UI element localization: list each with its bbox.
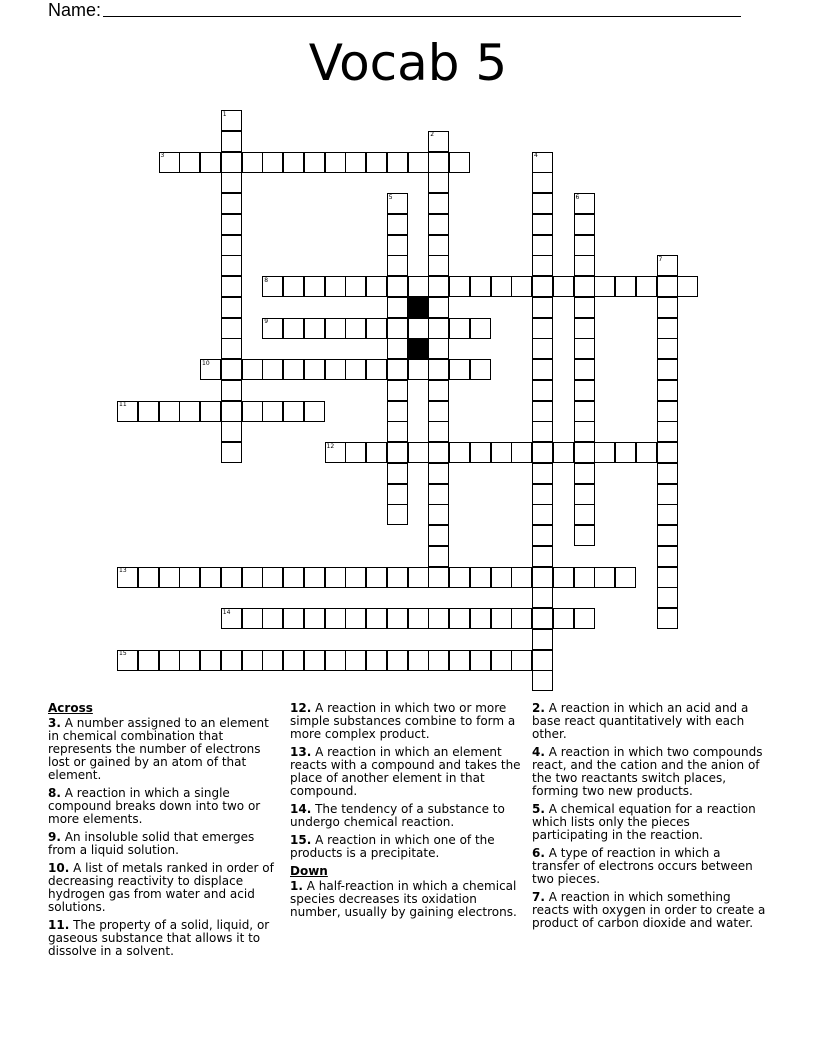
grid-cell[interactable] (532, 484, 553, 505)
grid-cell[interactable] (532, 525, 553, 546)
grid-cell[interactable] (532, 401, 553, 422)
grid-cell[interactable] (221, 442, 242, 463)
grid-cell[interactable] (657, 587, 678, 608)
grid-cell[interactable] (387, 255, 408, 276)
clue-down-4: 4. A reaction in which two compounds react, and the cation and the anion of the two reactants switch places, forming two new products. (532, 745, 763, 798)
grid-cell[interactable] (366, 359, 387, 380)
grid-cell[interactable] (221, 193, 242, 214)
grid-cell[interactable] (428, 297, 449, 318)
page-title: Vocab 5 (308, 34, 508, 92)
across-heading: Across (48, 701, 93, 715)
grid-cell[interactable] (594, 567, 615, 588)
clue-across-13: 13. A reaction in which an element reacts with a compound and takes the place of another element in that compound. (290, 745, 521, 798)
grid-cell[interactable] (574, 442, 595, 463)
grid-cell[interactable] (491, 442, 512, 463)
grid-cell[interactable] (366, 650, 387, 671)
grid-cell[interactable] (636, 442, 657, 463)
grid-cell[interactable] (283, 401, 304, 422)
grid-cell[interactable] (657, 380, 678, 401)
grid-cell[interactable] (657, 297, 678, 318)
grid-cell[interactable] (428, 525, 449, 546)
grid-cell[interactable] (428, 318, 449, 339)
grid-cell[interactable] (657, 504, 678, 525)
clue-number-label: 12 (326, 442, 335, 450)
clue-number-label: 7 (658, 255, 663, 263)
clue-number-label: 2 (430, 131, 435, 139)
grid-cell[interactable] (387, 463, 408, 484)
grid-cell[interactable] (470, 650, 491, 671)
grid-cell[interactable] (657, 608, 678, 629)
grid-cell[interactable] (366, 276, 387, 297)
grid-cell[interactable] (221, 131, 242, 152)
grid-cell[interactable] (221, 297, 242, 318)
grid-cell[interactable] (511, 650, 532, 671)
grid-cell[interactable] (159, 401, 180, 422)
clue-number-label: 1 (222, 110, 227, 118)
grid-cell[interactable] (387, 338, 408, 359)
grid-cell[interactable] (657, 318, 678, 339)
grid-cell[interactable] (200, 650, 221, 671)
grid-cell[interactable] (574, 504, 595, 525)
grid-cell[interactable] (470, 442, 491, 463)
grid-cell[interactable] (387, 318, 408, 339)
grid-cell[interactable] (387, 214, 408, 235)
grid-cell[interactable] (242, 608, 263, 629)
grid-cell[interactable] (138, 650, 159, 671)
grid-cell[interactable] (532, 235, 553, 256)
grid-cell[interactable] (159, 650, 180, 671)
clue-number-label: 15 (119, 650, 127, 657)
grid-cell[interactable] (449, 567, 470, 588)
grid-cell[interactable] (532, 318, 553, 339)
grid-cell[interactable] (574, 359, 595, 380)
grid-cell[interactable] (408, 152, 429, 173)
grid-cell[interactable] (553, 608, 574, 629)
grid-cell[interactable] (574, 297, 595, 318)
grid-cell[interactable] (470, 359, 491, 380)
grid-cell[interactable] (428, 442, 449, 463)
clue-across-15: 15. A reaction in which one of the products is a precipitate. (290, 833, 495, 860)
grid-cell[interactable] (345, 650, 366, 671)
grid-cell[interactable] (242, 359, 263, 380)
grid-cell[interactable] (366, 442, 387, 463)
grid-cell[interactable] (428, 380, 449, 401)
grid-cell[interactable] (677, 276, 698, 297)
grid-cell[interactable] (325, 318, 346, 339)
grid-cell[interactable] (428, 359, 449, 380)
grid-cell[interactable] (470, 318, 491, 339)
grid-cell[interactable] (532, 629, 553, 650)
grid-cell[interactable] (200, 401, 221, 422)
grid-cell[interactable] (491, 567, 512, 588)
grid-cell[interactable] (574, 401, 595, 422)
grid-cell[interactable] (283, 152, 304, 173)
grid-cell[interactable] (345, 359, 366, 380)
grid-cell[interactable] (325, 359, 346, 380)
grid-cell[interactable] (428, 338, 449, 359)
grid-cell[interactable] (262, 567, 283, 588)
grid-cell[interactable] (304, 318, 325, 339)
grid-cell[interactable] (325, 152, 346, 173)
grid-cell[interactable] (345, 442, 366, 463)
grid-cell[interactable] (470, 276, 491, 297)
grid-cell[interactable] (428, 421, 449, 442)
grid-cell[interactable] (221, 421, 242, 442)
grid-cell[interactable] (221, 359, 242, 380)
grid-cell[interactable] (657, 463, 678, 484)
grid-cell[interactable] (657, 484, 678, 505)
grid-cell[interactable] (387, 235, 408, 256)
grid-cell[interactable] (491, 650, 512, 671)
grid-cell[interactable] (408, 276, 429, 297)
grid-cell[interactable] (304, 152, 325, 173)
grid-cell[interactable] (428, 276, 449, 297)
grid-cell[interactable] (262, 608, 283, 629)
grid-cell[interactable] (532, 214, 553, 235)
clue-across-8: 8. A reaction in which a single compound breaks down into two or more elements. (48, 786, 261, 826)
grid-cell[interactable] (387, 608, 408, 629)
grid-cell[interactable] (428, 463, 449, 484)
grid-cell[interactable] (387, 567, 408, 588)
clue-across-10: 10. A list of metals ranked in order of decreasing reactivity to displace hydrogen gas from water and acid solutions. (48, 861, 274, 914)
grid-cell[interactable] (449, 276, 470, 297)
clue-across-12: 12. A reaction in which two or more simple substances combine to form a more complex product. (290, 701, 516, 741)
grid-cell[interactable] (408, 359, 429, 380)
grid-cell[interactable] (366, 318, 387, 339)
grid-cell[interactable] (511, 567, 532, 588)
grid-cell[interactable] (428, 152, 449, 173)
grid-cell[interactable] (387, 359, 408, 380)
grid-cell[interactable] (511, 276, 532, 297)
grid-cell[interactable] (325, 608, 346, 629)
grid-cell[interactable] (657, 442, 678, 463)
grid-cell[interactable] (283, 650, 304, 671)
clue-number-label: 6 (575, 193, 580, 201)
clue-number-label: 9 (264, 318, 269, 325)
clue-across-11: 11. The property of a solid, liquid, or gaseous substance that allows it to dissolve in a solvent. (48, 918, 270, 958)
clue-across-9: 9. An insoluble solid that emerges from a liquid solution. (48, 830, 255, 857)
grid-cell[interactable] (553, 276, 574, 297)
clue-down-6: 6. A type of reaction in which a transfer of electrons occurs between two pieces. (532, 846, 753, 886)
grid-cell[interactable] (428, 608, 449, 629)
grid-cell[interactable] (283, 567, 304, 588)
grid-cell[interactable] (657, 525, 678, 546)
grid-cell[interactable] (532, 442, 553, 463)
grid-cell[interactable] (304, 401, 325, 422)
grid-cell[interactable] (428, 214, 449, 235)
grid-cell[interactable] (553, 567, 574, 588)
grid-cell[interactable] (532, 297, 553, 318)
grid-cell[interactable] (532, 546, 553, 567)
grid-cell[interactable] (408, 608, 429, 629)
clues-column-2 (290, 702, 526, 924)
grid-cell[interactable] (574, 463, 595, 484)
grid-cell[interactable] (283, 276, 304, 297)
grid-cell[interactable] (428, 504, 449, 525)
grid-cell[interactable] (221, 172, 242, 193)
grid-cell[interactable] (449, 608, 470, 629)
grid-cell[interactable] (366, 567, 387, 588)
clue-down-2: 2. A reaction in which an acid and a base react quantitatively with each other. (532, 701, 749, 741)
grid-cell[interactable] (594, 442, 615, 463)
grid-cell[interactable] (221, 276, 242, 297)
grid-cell[interactable] (532, 587, 553, 608)
grid-cell[interactable] (532, 608, 553, 629)
grid-cell[interactable] (449, 442, 470, 463)
grid-cell[interactable] (428, 255, 449, 276)
grid-cell[interactable] (221, 380, 242, 401)
grid-cell[interactable] (428, 172, 449, 193)
grid-cell[interactable] (615, 567, 636, 588)
grid-cell[interactable] (387, 401, 408, 422)
grid-cell[interactable] (428, 567, 449, 588)
clue-down-5: 5. A chemical equation for a reaction which lists only the pieces participating in the reaction. (532, 802, 756, 842)
grid-cell[interactable] (532, 255, 553, 276)
grid-cell[interactable] (449, 650, 470, 671)
grid-cell[interactable] (200, 567, 221, 588)
grid-cell[interactable] (345, 567, 366, 588)
grid-cell[interactable] (262, 650, 283, 671)
grid-cell[interactable] (387, 276, 408, 297)
grid-cell[interactable] (345, 276, 366, 297)
grid-cell[interactable] (138, 401, 159, 422)
grid-cell[interactable] (304, 276, 325, 297)
grid-cell[interactable] (304, 359, 325, 380)
grid-cell[interactable] (242, 567, 263, 588)
grid-cell[interactable] (657, 401, 678, 422)
grid-cell[interactable] (221, 214, 242, 235)
grid-cell[interactable] (345, 608, 366, 629)
grid-cell[interactable] (387, 504, 408, 525)
grid-cell[interactable] (615, 276, 636, 297)
grid-cell[interactable] (138, 567, 159, 588)
grid-cell[interactable] (325, 567, 346, 588)
clues-column-1 (48, 702, 280, 963)
grid-cell[interactable] (511, 442, 532, 463)
grid-cell[interactable] (428, 235, 449, 256)
clue-across-14: 14. The tendency of a substance to undergo chemical reaction. (290, 802, 505, 829)
grid-cell[interactable] (574, 318, 595, 339)
grid-cell[interactable] (574, 255, 595, 276)
grid-cell[interactable] (532, 567, 553, 588)
grid-cell[interactable] (387, 650, 408, 671)
grid-cell[interactable] (221, 401, 242, 422)
grid-cell[interactable] (428, 401, 449, 422)
grid-cell[interactable] (532, 338, 553, 359)
grid-cell[interactable] (594, 276, 615, 297)
grid-cell[interactable] (283, 318, 304, 339)
grid-cell[interactable] (532, 172, 553, 193)
grid-cell[interactable] (304, 567, 325, 588)
clue-number-label: 5 (388, 193, 393, 201)
grid-cell[interactable] (366, 152, 387, 173)
grid-cell[interactable] (387, 380, 408, 401)
grid-cell[interactable] (262, 152, 283, 173)
grid-cell[interactable] (428, 193, 449, 214)
grid-cell[interactable] (428, 484, 449, 505)
grid-cell[interactable] (221, 318, 242, 339)
black-square (408, 297, 429, 318)
grid-cell[interactable] (242, 152, 263, 173)
grid-cell[interactable] (532, 359, 553, 380)
grid-cell[interactable] (345, 318, 366, 339)
grid-cell[interactable] (387, 484, 408, 505)
grid-cell[interactable] (657, 359, 678, 380)
grid-cell[interactable] (242, 650, 263, 671)
clue-number-label: 13 (119, 567, 127, 574)
grid-cell[interactable] (615, 442, 636, 463)
grid-cell[interactable] (449, 359, 470, 380)
grid-cell[interactable] (574, 235, 595, 256)
grid-cell[interactable] (387, 442, 408, 463)
grid-cell[interactable] (179, 401, 200, 422)
grid-cell[interactable] (574, 525, 595, 546)
grid-cell[interactable] (553, 442, 574, 463)
grid-cell[interactable] (491, 276, 512, 297)
grid-cell[interactable] (532, 193, 553, 214)
grid-cell[interactable] (159, 567, 180, 588)
grid-cell[interactable] (200, 152, 221, 173)
grid-cell[interactable] (657, 546, 678, 567)
grid-cell[interactable] (574, 338, 595, 359)
grid-cell[interactable] (532, 504, 553, 525)
clue-number-label: 3 (160, 152, 165, 159)
grid-cell[interactable] (532, 650, 553, 671)
grid-cell[interactable] (574, 608, 595, 629)
clue-across-3: 3. A number assigned to an element in chemical combination that represents the number of electrons lost or gained by an atom of that element. (48, 716, 269, 782)
grid-cell[interactable] (428, 650, 449, 671)
grid-cell[interactable] (387, 152, 408, 173)
grid-cell[interactable] (428, 546, 449, 567)
grid-cell[interactable] (532, 463, 553, 484)
grid-cell[interactable] (574, 214, 595, 235)
grid-cell[interactable] (449, 318, 470, 339)
clue-down-7: 7. A reaction in which something reacts with oxygen in order to create a product of carbon dioxide and water. (532, 890, 766, 930)
grid-cell[interactable] (304, 650, 325, 671)
grid-cell[interactable] (325, 276, 346, 297)
grid-cell[interactable] (262, 401, 283, 422)
grid-cell[interactable] (408, 318, 429, 339)
grid-cell[interactable] (325, 650, 346, 671)
grid-cell[interactable] (221, 338, 242, 359)
grid-cell[interactable] (345, 152, 366, 173)
grid-cell[interactable] (221, 152, 242, 173)
grid-cell[interactable] (657, 567, 678, 588)
grid-cell[interactable] (387, 297, 408, 318)
grid-cell[interactable] (657, 421, 678, 442)
grid-cell[interactable] (366, 608, 387, 629)
grid-cell[interactable] (532, 670, 553, 691)
grid-cell[interactable] (491, 608, 512, 629)
grid-cell[interactable] (449, 152, 470, 173)
grid-cell[interactable] (221, 235, 242, 256)
clue-number-label: 4 (534, 152, 538, 159)
grid-cell[interactable] (532, 421, 553, 442)
grid-cell[interactable] (387, 421, 408, 442)
grid-cell[interactable] (532, 380, 553, 401)
grid-cell[interactable] (179, 650, 200, 671)
black-square (408, 338, 429, 359)
clue-number-label: 10 (202, 359, 210, 367)
clue-number-label: 8 (264, 276, 269, 284)
grid-cell[interactable] (221, 567, 242, 588)
grid-cell[interactable] (574, 484, 595, 505)
grid-cell[interactable] (221, 255, 242, 276)
grid-cell[interactable] (657, 276, 678, 297)
grid-cell[interactable] (283, 359, 304, 380)
grid-cell[interactable] (179, 567, 200, 588)
grid-cell[interactable] (283, 608, 304, 629)
grid-cell[interactable] (262, 359, 283, 380)
grid-cell[interactable] (470, 608, 491, 629)
grid-cell[interactable] (408, 650, 429, 671)
grid-cell[interactable] (221, 650, 242, 671)
grid-cell[interactable] (636, 276, 657, 297)
clue-number-label: 14 (222, 608, 231, 616)
grid-cell[interactable] (470, 567, 491, 588)
grid-cell[interactable] (408, 567, 429, 588)
grid-cell[interactable] (511, 608, 532, 629)
down-heading: Down (290, 864, 328, 878)
grid-cell[interactable] (242, 401, 263, 422)
grid-cell[interactable] (408, 442, 429, 463)
grid-cell[interactable] (574, 567, 595, 588)
grid-cell[interactable] (657, 338, 678, 359)
grid-cell[interactable] (532, 276, 553, 297)
grid-cell[interactable] (574, 421, 595, 442)
grid-cell[interactable] (304, 608, 325, 629)
grid-cell[interactable] (574, 276, 595, 297)
grid-cell[interactable] (179, 152, 200, 173)
clue-number-label: 11 (119, 401, 127, 408)
name-label: Name: (48, 0, 102, 20)
clues-column-3 (532, 702, 768, 935)
grid-cell[interactable] (574, 380, 595, 401)
clue-down-1: 1. A half-reaction in which a chemical species decreases its oxidation number, usually by gaining electrons. (290, 879, 517, 919)
